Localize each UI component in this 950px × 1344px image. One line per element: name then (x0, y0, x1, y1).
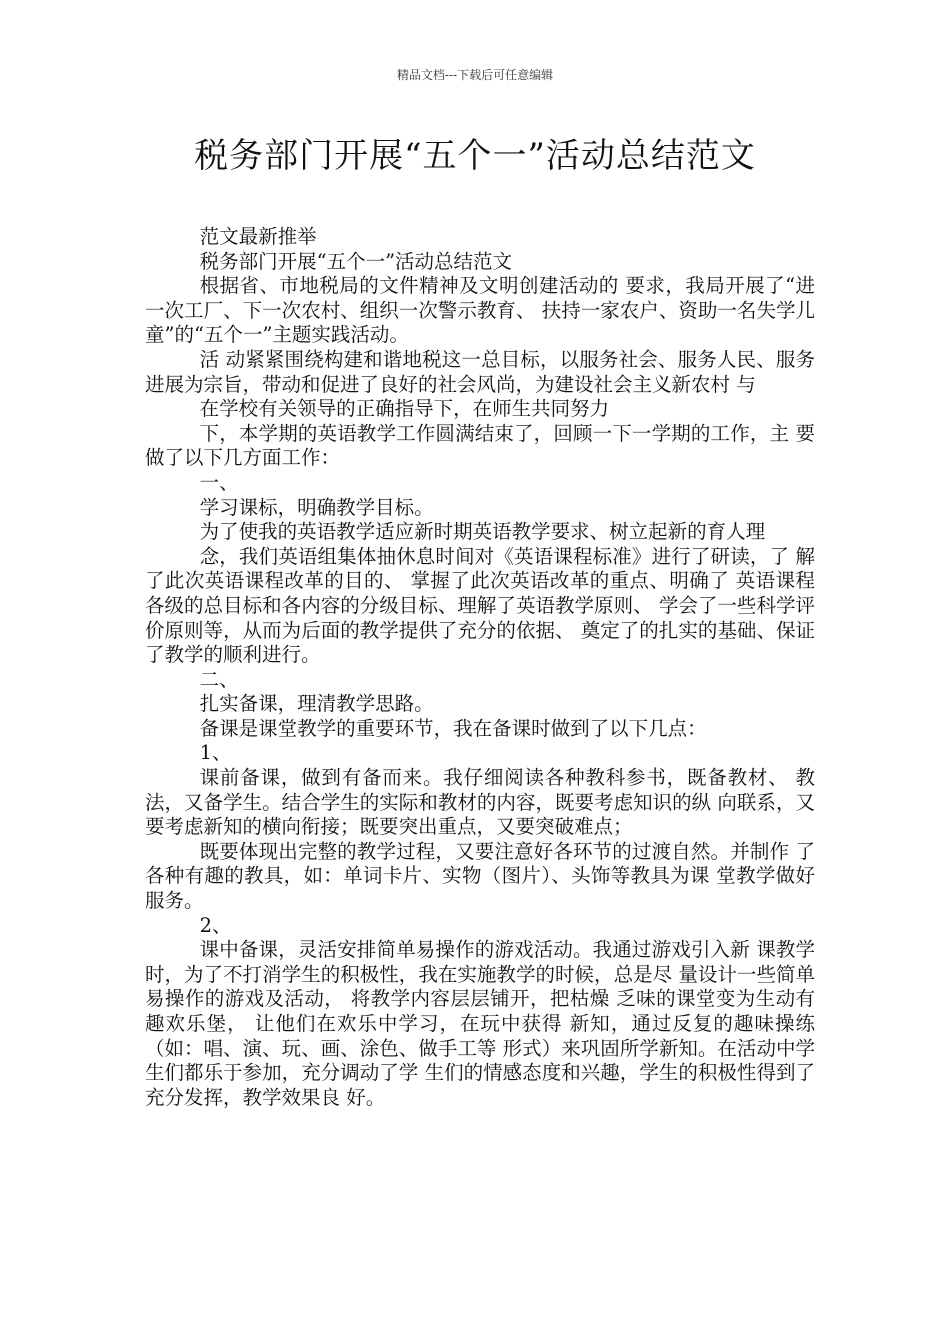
document-body (145, 225, 815, 1110)
paragraph: 在学校有关领导的正确指导下，在师生共同努力 (199, 397, 610, 421)
section-heading: 学习课标，明确教学目标。 (199, 495, 434, 519)
section-heading: 扎实备课，理清教学思路。 (199, 692, 434, 716)
paragraph: 为了使我的英语教学适应新时期英语教学要求、树立起新的育人理 (199, 520, 766, 544)
paragraph: 备课是课堂教学的重要环节，我在备课时做到了以下几点： (199, 716, 707, 740)
paragraph: 课中备课，灵活安排简单易操作的游戏活动。我通过游戏引入新 课教学时，为了不打消学生的积极性，我在实施教学的时候，总是尽 量设计一些简单易操作的游戏及活动， 将教学内容层层铺开，把枯燥 乏味的课堂变为生动有趣欢乐堡， 让他们在欢乐中学习，在玩中获得 新知，通过反复的趣味操练（如：唱、演、玩、画、涂色、做手工等 形式）来巩固所学新知。在活动中学生们都乐于参加，充分调动了学 生们的情感态度和兴趣，学生的积极性得到了充分发挥，教学效果良 好。 (145, 938, 815, 1109)
paragraph: 既要体现出完整的教学过程，又要注意好各环节的过渡自然。并制作 了各种有趣的教具，如：单词卡片、实物（图片）、头饰等教具为课 堂教学做好服务。 (145, 839, 815, 913)
paragraph: 根据省、市地税局的文件精神及文明创建活动的 要求，我局开展了“进一次工厂、下一次农村、组织一次警示教育、 扶持一家农户、资助一名失学儿童”的“五个一”主题实践活动。 (145, 274, 815, 347)
document-title: 税务部门开展“五个一”活动总结范文 (194, 136, 756, 176)
item-number: 1、 (199, 741, 232, 765)
header-note: 精品文档---下载后可任意编辑 (396, 68, 554, 82)
item-number: 2、 (199, 913, 232, 937)
paragraph: 活 动紧紧围绕构建和谐地税这一总目标，以服务社会、服务人民、服务 进展为宗旨，带动和促进了良好的社会风尚，为建设社会主义新农村 与 (145, 347, 815, 396)
paragraph: 税务部门开展“五个一”活动总结范文 (199, 249, 513, 273)
paragraph: 念，我们英语组集体抽休息时间对《英语课程标准》进行了研读，了 解了此次英语课程改革的目的、 掌握了此次英语改革的重点、明确了 英语课程各级的总目标和各内容的分级目标、理解了英语教学原则、 学会了一些科学评价原则等，从而为后面的教学提供了充分的依据、 奠定了的扎实的基础、保证了教学的顺利进行。 (145, 544, 815, 667)
paragraph: 范文最新推举 (199, 225, 317, 248)
section-number: 二、 (199, 667, 239, 691)
paragraph: 下，本学期的英语教学工作圆满结束了，回顾一下一学期的工作，主 要做了以下几方面工作： (145, 421, 815, 470)
paragraph: 课前备课，做到有备而来。我仔细阅读各种教科参书，既备教材、 教法，又备学生。结合学生的实际和教材的内容，既要考虑知识的纵 向联系，又要考虑新知的横向衔接；既要突出重点，又要突破难点； (145, 766, 815, 839)
section-number: 一、 (199, 470, 239, 494)
